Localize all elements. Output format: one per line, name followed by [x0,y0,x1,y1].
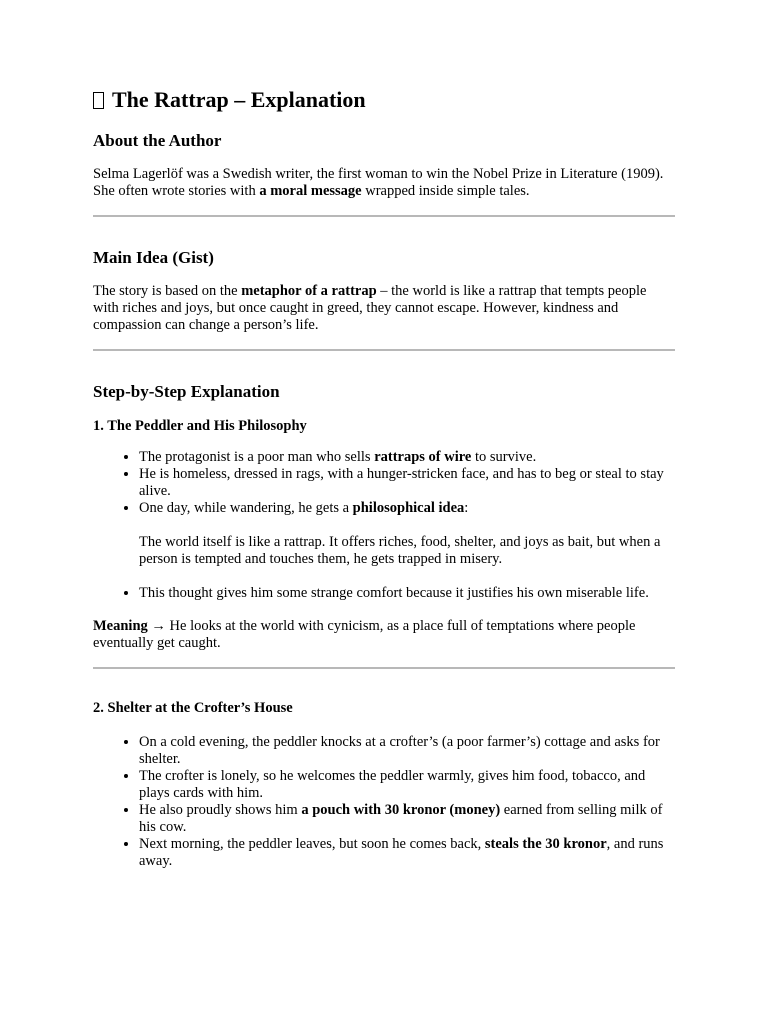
section2-list [93,734,675,870]
page-title [93,86,675,114]
section1-list-continued [93,585,675,602]
missing-glyph-icon [93,92,104,109]
page-title-text: The Rattrap – Explanation [112,87,366,112]
about-author-heading: About the Author [93,131,222,150]
section1-list [93,449,675,517]
step-by-step-heading: Step-by-Step Explanation [93,382,280,401]
quote-paragraph: The world itself is like a rattrap. It offers riches, food, shelter, and joys as bait, but when a person is tempted and touches them, he gets trapped in misery. [139,534,661,567]
list-item: • He also proudly shows him a pouch with 30 kronor (money) earned from selling milk of his cow. [139,802,675,836]
meaning-paragraph: Meaning → He looks at the world with cynicism, as a place full of temptations where people eventually get caught. [93,618,636,651]
divider [93,667,675,669]
section1-heading: 1. The Peddler and His Philosophy [93,418,307,434]
main-idea-paragraph: The story is based on the metaphor of a rattrap – the world is like a rattrap that tempts people with riches and joys, but once caught in greed, they cannot escape. However, kindness and compassion can change a person’s life. [93,283,647,333]
divider [93,215,675,217]
list-item: • He is homeless, dressed in rags, with a hunger-stricken face, and has to beg or steal to stay alive. [139,466,675,500]
main-idea-heading: Main Idea (Gist) [93,248,214,267]
about-author-paragraph: Selma Lagerlöf was a Swedish writer, the first woman to win the Nobel Prize in Literature (1909). She often wrote stories with a moral message wrapped inside simple tales. [93,166,664,199]
list-item: • The crofter is lonely, so he welcomes the peddler warmly, gives him food, tobacco, and plays cards with him. [139,768,675,802]
list-item: • The protagonist is a poor man who sells rattraps of wire to survive. [139,449,675,466]
divider [93,349,675,351]
list-item: • One day, while wandering, he gets a philosophical idea: [139,500,675,517]
section2-heading: 2. Shelter at the Crofter’s House [93,700,293,716]
list-item: • This thought gives him some strange comfort because it justifies his own miserable life. [139,585,675,602]
list-item: • On a cold evening, the peddler knocks at a crofter’s (a poor farmer’s) cottage and asks for shelter. [139,734,675,768]
list-item: • Next morning, the peddler leaves, but soon he comes back, steals the 30 kronor, and runs away. [139,836,675,870]
document-content [93,86,675,870]
